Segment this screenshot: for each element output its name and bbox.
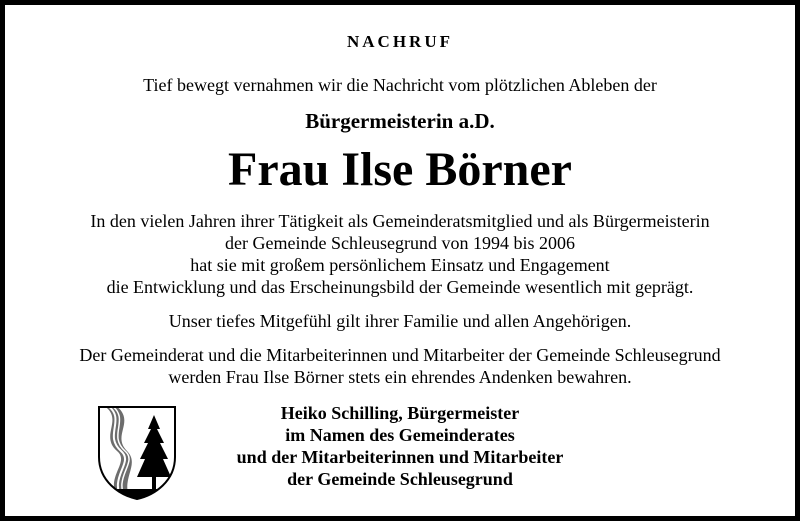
tribute-line: der Gemeinde Schleusegrund von 1994 bis 2006 (225, 233, 575, 253)
tribute-line: In den vielen Jahren ihrer Tätigkeit als Gemeinderatsmitglied und als Bürgermeisterin (90, 211, 710, 231)
remembrance-line: werden Frau Ilse Börner stets ein ehrendes Andenken bewahren. (168, 367, 632, 387)
deceased-role: Bürgermeisterin a.D. (305, 109, 495, 133)
tribute-line: die Entwicklung und das Erscheinungsbild der Gemeinde wesentlich mit geprägt. (106, 277, 694, 297)
signature-block (200, 402, 600, 490)
deceased-name: Frau Ilse Börner (228, 143, 572, 196)
coat-of-arms-icon (97, 405, 177, 501)
signature-line: der Gemeinde Schleusegrund (287, 469, 513, 489)
remembrance-paragraph (0, 344, 800, 388)
tribute-paragraph (0, 210, 800, 298)
signature-line: und der Mitarbeiterinnen und Mitarbeiter (236, 447, 564, 467)
signature-line: im Namen des Gemeinderates (285, 425, 515, 445)
notice-heading: NACHRUF (347, 32, 453, 51)
remembrance-line: Der Gemeinderat und die Mitarbeiterinnen und Mitarbeiter der Gemeinde Schleusegrund (79, 345, 721, 365)
condolence-text: Unser tiefes Mitgefühl gilt ihrer Familie und allen Angehörigen. (168, 311, 632, 331)
signature-line: Heiko Schilling, Bürgermeister (280, 403, 520, 423)
intro-text: Tief bewegt vernahmen wir die Nachricht vom plötzlichen Ableben der (143, 75, 657, 95)
tribute-line: hat sie mit großem persönlichem Einsatz und Engagement (190, 255, 610, 275)
